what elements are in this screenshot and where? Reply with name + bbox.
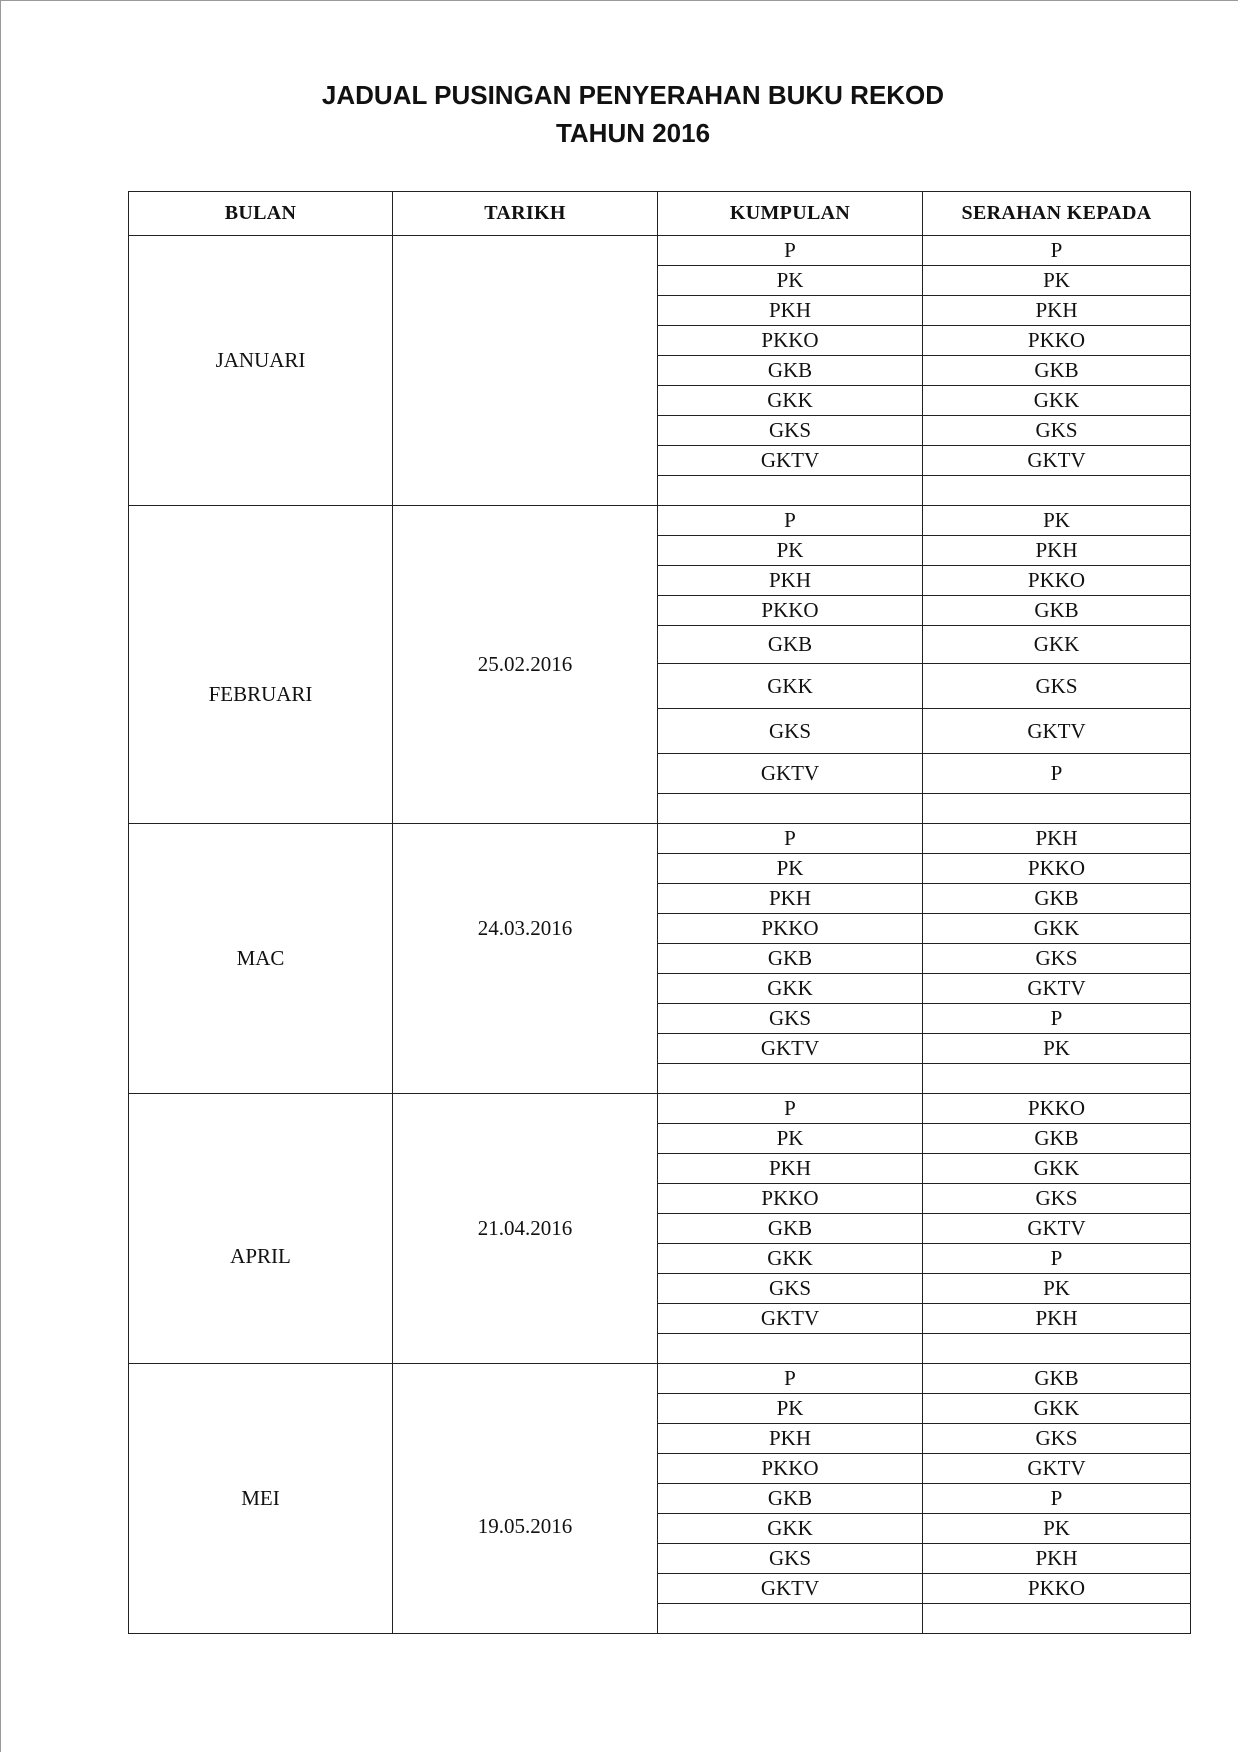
- kumpulan-cell: PK: [658, 854, 923, 884]
- serahan-kepada-cell: GKK: [923, 1154, 1191, 1184]
- table-row: [129, 824, 1191, 854]
- document-title: [0, 76, 1240, 152]
- serahan-kepada-cell: [923, 794, 1191, 824]
- kumpulan-cell: P: [658, 236, 923, 266]
- serahan-kepada-cell: PKH: [923, 1544, 1191, 1574]
- date-cell: [393, 506, 658, 824]
- kumpulan-cell: GKS: [658, 1274, 923, 1304]
- serahan-kepada-cell: GKS: [923, 664, 1191, 709]
- serahan-kepada-cell: GKS: [923, 944, 1191, 974]
- kumpulan-cell: PKKO: [658, 326, 923, 356]
- serahan-kepada-cell: PK: [923, 506, 1191, 536]
- serahan-kepada-cell: GKTV: [923, 974, 1191, 1004]
- kumpulan-cell: GKK: [658, 386, 923, 416]
- kumpulan-cell: PKH: [658, 1154, 923, 1184]
- serahan-kepada-cell: GKS: [923, 416, 1191, 446]
- serahan-kepada-cell: GKTV: [923, 709, 1191, 754]
- month-label: APRIL: [230, 1244, 291, 1268]
- serahan-kepada-cell: GKB: [923, 356, 1191, 386]
- table-row: [129, 506, 1191, 536]
- month-label: MAC: [236, 946, 285, 970]
- kumpulan-cell: PKKO: [658, 914, 923, 944]
- kumpulan-cell: P: [658, 824, 923, 854]
- kumpulan-cell: GKK: [658, 974, 923, 1004]
- kumpulan-cell: GKS: [658, 1004, 923, 1034]
- date-label: 25.02.2016: [477, 652, 573, 676]
- kumpulan-cell: GKTV: [658, 446, 923, 476]
- kumpulan-cell: PK: [658, 266, 923, 296]
- schedule-body: [129, 236, 1191, 1634]
- serahan-kepada-cell: PKKO: [923, 326, 1191, 356]
- kumpulan-cell: [658, 794, 923, 824]
- schedule-table: [128, 191, 1191, 1634]
- serahan-kepada-cell: P: [923, 1244, 1191, 1274]
- serahan-kepada-cell: PK: [923, 1514, 1191, 1544]
- month-label: JANUARI: [215, 348, 306, 372]
- kumpulan-cell: PKH: [658, 566, 923, 596]
- month-cell: [129, 506, 393, 824]
- kumpulan-cell: GKS: [658, 416, 923, 446]
- kumpulan-cell: P: [658, 1094, 923, 1124]
- serahan-kepada-cell: PK: [923, 266, 1191, 296]
- serahan-kepada-cell: PKKO: [923, 854, 1191, 884]
- title-line-2: TAHUN 2016: [555, 118, 711, 148]
- serahan-kepada-cell: PKH: [923, 824, 1191, 854]
- kumpulan-cell: PKKO: [658, 596, 923, 626]
- month-cell: [129, 1364, 393, 1634]
- serahan-kepada-cell: GKK: [923, 914, 1191, 944]
- serahan-kepada-cell: PK: [923, 1274, 1191, 1304]
- serahan-kepada-cell: GKB: [923, 884, 1191, 914]
- serahan-kepada-cell: GKK: [923, 626, 1191, 664]
- serahan-kepada-cell: GKS: [923, 1424, 1191, 1454]
- serahan-kepada-cell: GKB: [923, 596, 1191, 626]
- header-kumpulan: KUMPULAN: [658, 192, 923, 236]
- serahan-kepada-cell: GKTV: [923, 1214, 1191, 1244]
- kumpulan-cell: GKB: [658, 944, 923, 974]
- serahan-kepada-cell: PKH: [923, 1304, 1191, 1334]
- serahan-kepada-cell: PKKO: [923, 1094, 1191, 1124]
- header-serahan-kepada: SERAHAN KEPADA: [923, 192, 1191, 236]
- date-label: 19.05.2016: [477, 1514, 573, 1538]
- kumpulan-cell: PK: [658, 536, 923, 566]
- table-row: [129, 236, 1191, 266]
- serahan-kepada-cell: GKB: [923, 1364, 1191, 1394]
- month-cell: [129, 824, 393, 1094]
- date-cell: [393, 236, 658, 506]
- serahan-kepada-cell: [923, 1334, 1191, 1364]
- table-row: [129, 1094, 1191, 1124]
- header-tarikh: TARIKH: [393, 192, 658, 236]
- kumpulan-cell: PKH: [658, 1424, 923, 1454]
- serahan-kepada-cell: P: [923, 236, 1191, 266]
- kumpulan-cell: PK: [658, 1394, 923, 1424]
- kumpulan-cell: [658, 1604, 923, 1634]
- serahan-kepada-cell: PKH: [923, 536, 1191, 566]
- kumpulan-cell: P: [658, 506, 923, 536]
- kumpulan-cell: GKK: [658, 664, 923, 709]
- kumpulan-cell: GKS: [658, 1544, 923, 1574]
- title-line-1: JADUAL PUSINGAN PENYERAHAN BUKU REKOD: [321, 80, 945, 110]
- kumpulan-cell: GKS: [658, 709, 923, 754]
- serahan-kepada-cell: PK: [923, 1034, 1191, 1064]
- serahan-kepada-cell: P: [923, 754, 1191, 794]
- serahan-kepada-cell: GKK: [923, 1394, 1191, 1424]
- kumpulan-cell: PKKO: [658, 1184, 923, 1214]
- month-cell: [129, 236, 393, 506]
- header-bulan: BULAN: [129, 192, 393, 236]
- kumpulan-cell: GKK: [658, 1244, 923, 1274]
- month-label: MEI: [241, 1486, 280, 1510]
- kumpulan-cell: GKB: [658, 356, 923, 386]
- kumpulan-cell: [658, 1064, 923, 1094]
- kumpulan-cell: [658, 1334, 923, 1364]
- kumpulan-cell: GKB: [658, 1214, 923, 1244]
- date-cell: [393, 1364, 658, 1634]
- serahan-kepada-cell: GKTV: [923, 1454, 1191, 1484]
- kumpulan-cell: PK: [658, 1124, 923, 1154]
- kumpulan-cell: PKH: [658, 296, 923, 326]
- date-label: 24.03.2016: [477, 916, 573, 940]
- kumpulan-cell: PKKO: [658, 1454, 923, 1484]
- serahan-kepada-cell: P: [923, 1004, 1191, 1034]
- kumpulan-cell: GKTV: [658, 1034, 923, 1064]
- kumpulan-cell: GKB: [658, 1484, 923, 1514]
- date-label: 21.04.2016: [477, 1216, 573, 1240]
- kumpulan-cell: GKTV: [658, 1574, 923, 1604]
- serahan-kepada-cell: [923, 476, 1191, 506]
- serahan-kepada-cell: PKKO: [923, 1574, 1191, 1604]
- kumpulan-cell: P: [658, 1364, 923, 1394]
- serahan-kepada-cell: PKKO: [923, 566, 1191, 596]
- table-row: [129, 1364, 1191, 1394]
- date-cell: [393, 1094, 658, 1364]
- kumpulan-cell: GKTV: [658, 754, 923, 794]
- serahan-kepada-cell: GKTV: [923, 446, 1191, 476]
- serahan-kepada-cell: PKH: [923, 296, 1191, 326]
- serahan-kepada-cell: GKK: [923, 386, 1191, 416]
- serahan-kepada-cell: GKB: [923, 1124, 1191, 1154]
- kumpulan-cell: GKK: [658, 1514, 923, 1544]
- header-row: [129, 192, 1191, 236]
- kumpulan-cell: PKH: [658, 884, 923, 914]
- kumpulan-cell: GKB: [658, 626, 923, 664]
- serahan-kepada-cell: [923, 1604, 1191, 1634]
- serahan-kepada-cell: P: [923, 1484, 1191, 1514]
- kumpulan-cell: GKTV: [658, 1304, 923, 1334]
- serahan-kepada-cell: GKS: [923, 1184, 1191, 1214]
- kumpulan-cell: [658, 476, 923, 506]
- month-label: FEBRUARI: [208, 682, 313, 706]
- serahan-kepada-cell: [923, 1064, 1191, 1094]
- month-cell: [129, 1094, 393, 1364]
- date-cell: [393, 824, 658, 1094]
